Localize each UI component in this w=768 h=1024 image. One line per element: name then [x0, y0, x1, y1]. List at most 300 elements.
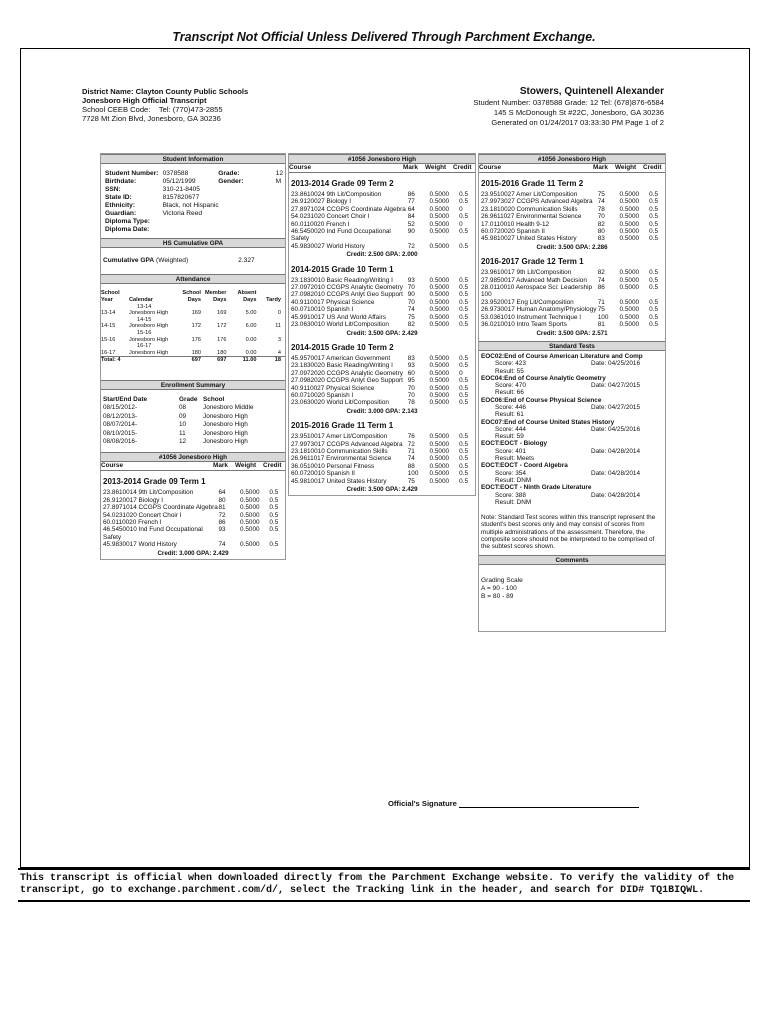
tests-note: Note: Standard Test scores within this transcript represent the student's best scores only and may consist of scores from multiple administrations of the assessment. Therefore, the composite score should not be interpreted to be comprised of the subtest scores shown.	[481, 514, 656, 551]
course-weight: 0.5000	[429, 284, 450, 292]
course-mark: 70	[407, 391, 415, 399]
course-name: 26.9611027 Environmental Science	[481, 213, 582, 221]
test-name: EOC04:End of Course Analytic Geometry	[481, 374, 606, 382]
course-name: 23.1810020 Communication Skills	[481, 205, 578, 213]
test-entry	[481, 397, 665, 419]
term-credit-gpa: Credit: 3.500 GPA: 2.286	[536, 243, 608, 251]
course-mark: 75	[597, 191, 605, 198]
course-mark: 82	[597, 269, 605, 277]
test-name: EOC06:End of Course Physical Science	[481, 396, 602, 404]
course-credit: 0.5	[459, 391, 469, 399]
test-score: Score: 401	[495, 447, 526, 455]
test-result-line	[481, 477, 665, 484]
term-title: 2016-2017 Grade 12 Term 1	[481, 257, 584, 267]
course-row	[101, 489, 285, 496]
term-block	[479, 257, 665, 337]
student-info-table: Student Number: 0378588 Grade: 12 Birthdate: 05/12/1999 Gender: M SSN: 310-21-8405 State ID: 8157820677 Ethnicity: Black, not Hispanic Guardian: Victoria Reed Diploma Type: Diploma Date:	[105, 170, 283, 233]
course-row	[479, 306, 665, 313]
term-credit-gpa: Credit: 3.000 GPA: 2.143	[346, 407, 418, 415]
course-credit: 0.5	[649, 213, 659, 221]
course-weight: 0.5000	[619, 321, 640, 329]
signature-line[interactable]	[459, 800, 639, 808]
course-name: 54.0231020 Concert Choir I	[103, 511, 182, 519]
student-name: Stowers, Quintenell Alexander	[519, 86, 664, 97]
course-credit: 0.5	[649, 205, 659, 213]
attendance-year-caption: 13-14	[137, 303, 152, 310]
course-mark: 100	[597, 313, 609, 321]
attendance-row: 15-16 Jonesboro High 176 176 0.00 3	[101, 336, 281, 343]
test-entry	[481, 419, 665, 441]
course-credit: 0.5	[459, 462, 469, 470]
test-name: EOCT:EOCT - Ninth Grade Literature	[481, 484, 592, 492]
course-row	[289, 206, 475, 213]
course-credit: 0.5	[459, 447, 469, 455]
course-row	[101, 512, 285, 519]
course-mark: 64	[218, 489, 226, 497]
course-mark: 60	[407, 369, 415, 377]
enrollment-title: Enrollment Summary	[101, 380, 285, 390]
course-weight: 0.5000	[619, 269, 640, 277]
attendance-year-caption: 15-16	[137, 329, 152, 336]
course-name: 45.9910017 US And World Affairs	[291, 313, 386, 321]
course-mark: 74	[597, 198, 605, 206]
course-credit: 0.5	[649, 321, 659, 329]
attendance-row: 13-14 Jonesboro High 169 169 5.00 0	[101, 310, 281, 317]
course-credit: 0	[459, 205, 463, 213]
test-score-line	[481, 448, 665, 455]
course-name: 60.0710010 Spanish I	[291, 306, 354, 314]
test-entry	[481, 440, 665, 462]
course-weight: 0.5000	[240, 526, 260, 534]
test-score: Score: 423	[495, 360, 526, 368]
test-score-line	[481, 360, 665, 367]
course-weight: 0.5000	[429, 291, 450, 299]
course-row	[289, 291, 475, 298]
course-credit: 0.5	[459, 228, 469, 236]
course-name: 23.9520017 Eng Lit/Composition	[481, 298, 574, 306]
course-mark: 70	[597, 213, 605, 221]
course-mark: 52	[407, 220, 415, 228]
course-weight: 0.5000	[619, 205, 640, 213]
course-name: 26.9120017 Biology I	[103, 496, 164, 504]
course-weight: 0.5000	[429, 462, 450, 470]
gpa-value: 2.327	[238, 257, 255, 264]
enrollment-row: 08/12/2013- 09 Jonesboro High	[103, 412, 248, 420]
course-name: 45.9830027 World History	[291, 242, 365, 250]
col1-school-title: #1056 Jonesboro High	[101, 452, 285, 462]
gpa-title: HS Cumulative GPA	[101, 238, 285, 248]
course-weight: 0.5000	[429, 298, 450, 306]
course-name: 23.8610014 9th Lit/Composition	[103, 489, 194, 497]
test-score-line	[481, 492, 665, 499]
course-credit: 0.5	[649, 306, 659, 314]
course-mark: 81	[597, 321, 605, 329]
course-weight: 0.5000	[240, 489, 260, 497]
grading-scale-a: A = 90 - 100	[481, 584, 517, 592]
course-credit: 0.5	[649, 284, 659, 292]
course-name: 36.0510010 Personal Fitness	[291, 462, 375, 470]
course-row	[289, 392, 475, 399]
term-credit-gpa: Credit: 3.500 GPA: 2.429	[346, 329, 418, 337]
course-name: 60.0720010 Spanish II	[291, 470, 355, 478]
course-weight: 0.5000	[429, 447, 450, 455]
test-entry	[481, 375, 665, 397]
course-weight: 0.5000	[619, 284, 640, 292]
course-weight: 0.5000	[429, 354, 450, 362]
course-credit: 0.5	[459, 213, 469, 221]
test-date: Date: 04/28/2014	[591, 491, 641, 499]
test-name: EOCT:EOCT - Biology	[481, 440, 548, 448]
column-left	[100, 153, 286, 560]
term-credit-gpa: Credit: 3.500 GPA: 2.429	[346, 486, 418, 493]
course-weight: 0.5000	[429, 191, 450, 198]
enrollment-row: 08/08/2016- 12 Jonesboro High	[103, 437, 248, 445]
course-weight: 0.5000	[429, 391, 450, 399]
course-weight: 0.5000	[429, 306, 450, 314]
course-mark: 78	[407, 399, 415, 407]
course-credit: 0.5	[649, 198, 659, 206]
course-name: 23.0630020 World Lit/Composition	[291, 399, 389, 407]
course-name: 27.9973017 CCGPS Advanced Algebra	[291, 440, 403, 448]
course-name: 23.9510027 Amer Lit/Composition	[481, 191, 578, 198]
course-row	[479, 277, 665, 284]
course-row	[289, 441, 475, 448]
course-mark: 75	[407, 313, 415, 321]
course-credit: 0	[459, 220, 463, 228]
parchment-banner: Transcript Not Official Unless Delivered Through Parchment Exchange.	[172, 30, 596, 44]
course-mark: 72	[407, 242, 415, 250]
test-score-line	[481, 382, 665, 389]
course-row	[289, 299, 475, 306]
course-mark: 70	[407, 384, 415, 392]
course-credit: 0.5	[269, 526, 279, 534]
course-row	[479, 269, 665, 276]
test-result: Result: 55	[495, 367, 524, 375]
student-number-line: Student Number: 0378588 Grade: 12 Tel: (678)876-6584	[473, 98, 664, 107]
ceeb-line: School CEEB Code: Tel: (770)473-2855	[82, 105, 223, 114]
course-name: 17.0110010 Health 9-12	[481, 220, 550, 228]
course-weight: 0.5000	[429, 362, 450, 370]
district-name: District Name: Clayton County Public Schools	[82, 87, 249, 96]
course-credit: 0.5	[269, 511, 279, 519]
course-row	[479, 198, 665, 205]
course-credit: 0.5	[459, 298, 469, 306]
test-result-line	[481, 499, 665, 506]
course-name: 46.5450010 Ind Fund Occupational Safety	[103, 526, 203, 541]
course-credit: 0.5	[459, 191, 469, 198]
grading-scale-b: B = 80 - 89	[481, 592, 514, 600]
enrollment-row: 08/10/2015- 11 Jonesboro High	[103, 429, 248, 437]
test-name: EOC02:End of Course American Literature and Comp	[481, 352, 643, 360]
course-name: 46.5450020 Ind Fund Occupational Safety	[291, 228, 391, 243]
course-weight: 0.5000	[429, 321, 450, 329]
course-row	[289, 370, 475, 377]
attendance-total: Total: 4 697 697 11.00 18	[101, 357, 285, 364]
col3-terms	[479, 179, 665, 337]
attendance-year-caption: 16-17	[137, 343, 152, 350]
course-row	[479, 228, 665, 235]
course-weight: 0.5000	[619, 198, 640, 206]
test-date: Date: 04/28/2014	[591, 447, 641, 455]
test-date: Date: 04/25/2016	[591, 425, 641, 433]
course-mark: 93	[218, 526, 226, 534]
verification-footer: This transcript is official when downloaded directly from the Parchment Exchange website. To verify the validity of the transcript, go to exchange.parchment.com/d/, select the Tracking link in the header, and search for DID# TQ1BIQWL.	[18, 868, 750, 902]
term-block	[289, 179, 475, 259]
course-mark: 90	[407, 291, 415, 299]
col2-course-header: Course Mark Weight Credit	[289, 164, 475, 173]
officials-signature	[388, 799, 639, 808]
test-date: Date: 04/27/2015	[591, 403, 641, 411]
student-header	[473, 86, 664, 128]
course-row	[289, 284, 475, 291]
course-credit: 0.5	[459, 306, 469, 314]
test-score: Score: 446	[495, 403, 526, 411]
course-weight: 0.5000	[429, 198, 450, 206]
test-score: Score: 354	[495, 469, 526, 477]
course-name: 60.0110020 French I	[291, 220, 350, 228]
course-row	[289, 478, 475, 485]
course-weight: 0.5000	[429, 220, 450, 228]
col3-school-title: #1056 Jonesboro High	[479, 154, 665, 164]
course-weight: 0.5000	[619, 213, 640, 221]
test-result-line	[481, 455, 665, 462]
course-mark: 70	[407, 298, 415, 306]
course-name: 27.0972010 CCGPS Analytic Geometry	[291, 284, 403, 292]
course-weight: 0.5000	[429, 440, 450, 448]
course-name: 60.0110020 French I	[103, 519, 162, 526]
course-row	[479, 321, 665, 328]
course-mark: 72	[407, 440, 415, 448]
course-weight: 0.5000	[619, 235, 640, 243]
course-row	[289, 213, 475, 220]
attendance-table: School Year Calendar School Days Member Days Absent Days Tardy 13-14 13-14 Jonesboro High 169 169 5.00 0 14-15 14-15 Jonesboro High 172 172 6.00 11 15-16 15-16 Jonesboro High 176 176 0.00 3 16-17 16-17 Jonesboro High 180 180 0.00 4 Total: 4 697 697 11.00 18	[101, 290, 285, 364]
course-weight: 0.5000	[429, 228, 450, 236]
course-weight: 0.5000	[429, 433, 450, 441]
course-credit: 0.5	[269, 504, 279, 512]
school-address: 7728 Mt Zion Blvd, Jonesboro, GA 30236	[82, 114, 221, 123]
test-result: Result: DNM	[495, 498, 532, 506]
course-row	[289, 455, 475, 462]
course-credit: 0.5	[649, 298, 659, 306]
course-credit: 0.5	[459, 399, 469, 407]
course-name: 27.0972020 CCGPS Analytic Geometry	[291, 369, 403, 377]
test-result-line	[481, 411, 665, 418]
col2-box	[288, 153, 476, 496]
course-row	[289, 277, 475, 284]
course-row	[289, 470, 475, 477]
course-mark: 72	[218, 511, 226, 519]
course-weight: 0.5000	[619, 276, 640, 284]
course-credit: 0.5	[459, 198, 469, 206]
term-title: 2013-2014 Grade 09 Term 1	[103, 477, 206, 487]
course-name: 27.9850017 Advanced Math Decision	[481, 276, 587, 284]
course-mark: 76	[407, 433, 415, 441]
course-row	[101, 519, 285, 526]
course-name: 60.0720020 Spanish II	[481, 228, 545, 236]
attendance-row: 16-17 Jonesboro High 180 180 0.00 4	[101, 349, 281, 356]
transcript-title: Jonesboro High Official Transcript	[82, 96, 207, 105]
course-row	[289, 362, 475, 369]
course-credit: 0.5	[459, 321, 469, 329]
test-score-line	[481, 426, 665, 433]
course-row	[101, 541, 285, 548]
course-row	[479, 206, 665, 213]
course-credit: 0.5	[459, 362, 469, 370]
course-name: 27.8971014 CCGPS Coordinate Algebra	[103, 504, 218, 512]
test-date: Date: 04/27/2015	[591, 382, 641, 390]
course-name: 28.0110010 Aerospace Sci: Leadership 100	[481, 284, 593, 299]
course-credit: 0.5	[649, 235, 659, 243]
course-mark: 84	[407, 213, 415, 221]
course-name: 23.1810010 Communication Skills	[291, 447, 388, 455]
course-name: 23.8610024 9th Lit/Composition	[291, 191, 382, 198]
course-mark: 64	[407, 205, 415, 213]
student-address: 145 S McDonough St #22C, Jonesboro, GA 30236	[493, 108, 664, 117]
course-mark: 74	[597, 276, 605, 284]
course-credit: 0.5	[459, 470, 469, 478]
course-credit: 0.5	[459, 440, 469, 448]
course-credit: 0.5	[459, 284, 469, 292]
course-mark: 83	[407, 354, 415, 362]
test-result: Result: Meets	[495, 455, 535, 463]
course-weight: 0.5000	[429, 455, 450, 463]
course-credit: 0.5	[459, 313, 469, 321]
course-weight: 0.5000	[429, 205, 450, 213]
course-mark: 80	[597, 228, 605, 236]
course-credit: 0.5	[459, 291, 469, 299]
col2-school-title: #1056 Jonesboro High	[289, 154, 475, 164]
course-row	[289, 243, 475, 250]
course-credit: 0.5	[459, 377, 469, 385]
col1-course-header: Course Mark Weight Credit	[101, 462, 285, 471]
test-score: Score: 388	[495, 491, 526, 499]
course-row	[289, 306, 475, 313]
course-mark: 88	[407, 462, 415, 470]
course-mark: 100	[407, 470, 419, 478]
course-mark: 74	[407, 306, 415, 314]
term-title: 2015-2016 Grade 11 Term 2	[481, 179, 584, 188]
course-row	[289, 399, 475, 406]
term-block	[479, 179, 665, 251]
course-mark: 74	[407, 455, 415, 463]
course-name: 23.1830010 Basic Reading/Writing I	[291, 276, 393, 284]
district-header	[82, 87, 248, 123]
course-mark: 93	[407, 362, 415, 370]
course-row	[101, 504, 285, 511]
course-mark: 77	[407, 198, 415, 206]
course-row	[289, 198, 475, 205]
course-credit: 0.5	[649, 276, 659, 284]
standard-tests-list	[479, 351, 665, 508]
attendance-year-caption: 14-15	[137, 316, 152, 323]
course-weight: 0.5000	[429, 477, 450, 485]
test-score-line	[481, 470, 665, 477]
term-block	[289, 343, 475, 415]
course-row	[289, 191, 475, 198]
course-name: 27.9973027 CCGPS Advanced Algebra	[481, 198, 593, 206]
test-name: EOCT:EOCT - Coord Algebra	[481, 462, 568, 470]
course-credit: 0.5	[649, 191, 659, 198]
course-row	[289, 433, 475, 440]
course-name: 23.9610017 9th Lit/Composition	[481, 269, 572, 277]
term-block	[289, 421, 475, 493]
course-credit: 0.5	[269, 489, 279, 497]
test-date: Date: 04/25/2016	[591, 360, 641, 368]
course-row	[479, 284, 665, 299]
course-weight: 0.5000	[429, 242, 450, 250]
course-row	[479, 191, 665, 198]
test-result: Result: 59	[495, 433, 524, 441]
term-credit-gpa: Credit: 2.500 GPA: 2.000	[346, 251, 418, 259]
course-mark: 74	[218, 541, 226, 549]
course-row	[289, 448, 475, 455]
course-credit: 0.5	[459, 433, 469, 441]
course-name: 36.0210010 Intro Team Sports	[481, 321, 567, 329]
course-row	[289, 385, 475, 392]
term-title: 2013-2014 Grade 09 Term 2	[291, 179, 394, 188]
course-mark: 86	[407, 191, 415, 198]
test-result: Result: DNM	[495, 476, 532, 484]
course-mark: 95	[407, 377, 415, 385]
term-title: 2015-2016 Grade 11 Term 1	[291, 421, 394, 431]
course-mark: 71	[597, 298, 605, 306]
course-weight: 0.5000	[619, 191, 640, 198]
course-row	[289, 377, 475, 384]
student-info-box	[100, 153, 286, 560]
test-score: Score: 470	[495, 382, 526, 390]
course-credit: 0.5	[269, 519, 279, 526]
col2-terms	[289, 179, 475, 493]
course-name: 23.0630010 World Lit/Composition	[291, 321, 389, 329]
comments-body	[479, 565, 665, 631]
test-entry	[481, 462, 665, 484]
course-row	[479, 299, 665, 306]
course-name: 53.0361010 Instrument Technique I	[481, 313, 582, 321]
signature-label: Official's Signature	[388, 799, 457, 808]
course-weight: 0.5000	[619, 220, 640, 228]
course-name: 54.0231020 Concert Choir I	[291, 213, 370, 221]
test-entry	[481, 353, 665, 375]
attendance-row: 14-15 Jonesboro High 172 172 6.00 11	[101, 323, 281, 330]
test-date: Date: 04/28/2014	[591, 469, 641, 477]
course-weight: 0.5000	[619, 306, 640, 314]
course-mark: 93	[407, 276, 415, 284]
course-weight: 0.5000	[429, 369, 450, 377]
test-score-line	[481, 404, 665, 411]
col3-course-header: Course Mark Weight Credit	[479, 164, 665, 173]
cumulative-gpa: Cumulative GPA (Weighted) 2.327	[103, 257, 255, 264]
course-credit: 0.5	[459, 276, 469, 284]
course-weight: 0.5000	[429, 470, 450, 478]
course-weight: 0.5000	[240, 511, 260, 519]
generated-line: Generated on 01/24/2017 03:33:30 PM Page 1 of 2	[491, 118, 664, 127]
course-mark: 75	[407, 477, 415, 485]
course-row	[289, 355, 475, 362]
test-result-line	[481, 368, 665, 375]
course-weight: 0.5000	[429, 313, 450, 321]
course-weight: 0.5000	[619, 298, 640, 306]
test-result: Result: 66	[495, 389, 524, 397]
term-credit-gpa: Credit: 3.500 GPA: 2.571	[536, 329, 608, 337]
course-weight: 0.5000	[240, 504, 260, 512]
course-name: 60.0710020 Spanish I	[291, 391, 354, 399]
course-name: 45.9810027 United States History	[481, 235, 577, 243]
course-mark: 83	[597, 235, 605, 243]
comments-title: Comments	[479, 555, 665, 565]
course-weight: 0.5000	[619, 313, 640, 321]
course-mark: 86	[597, 284, 605, 292]
test-result-line	[481, 433, 665, 440]
